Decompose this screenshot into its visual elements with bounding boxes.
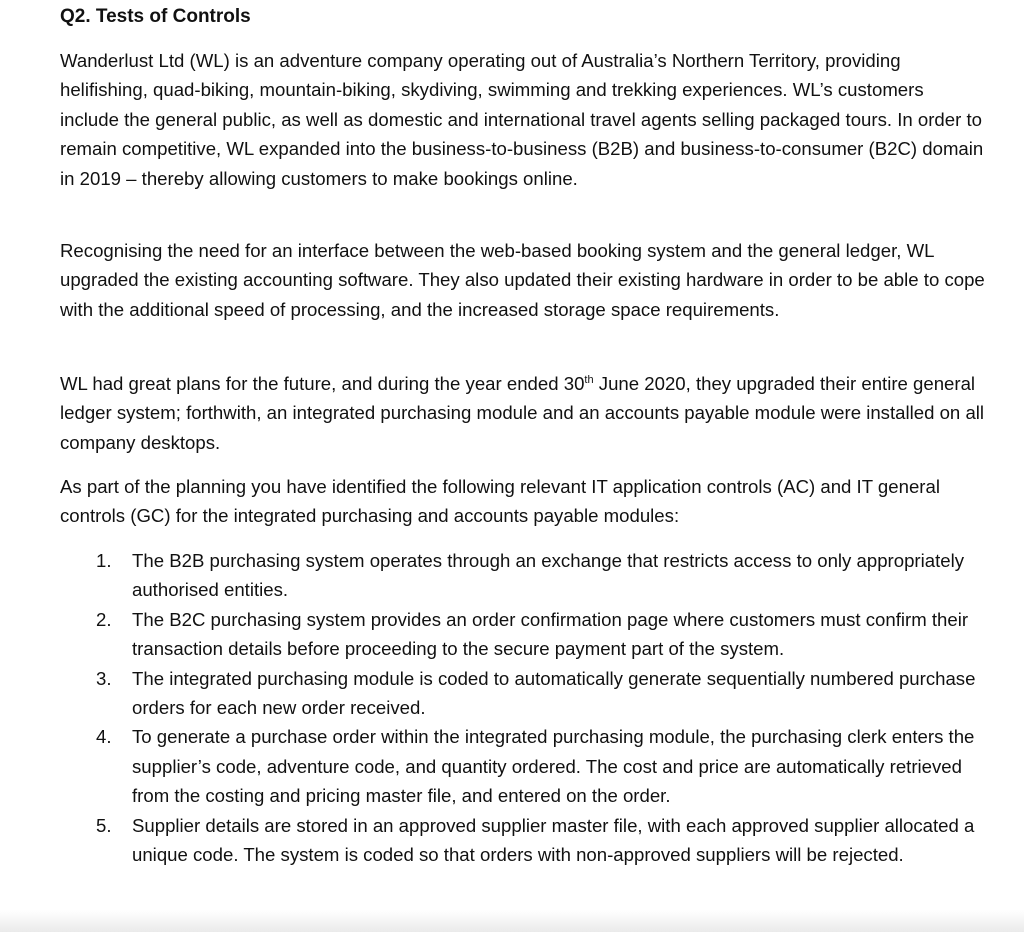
list-item: [60, 546, 985, 605]
paragraph-accounting-upgrade: Recognising the need for an interface between the web-based booking system and the general ledger, WL upgraded the existing accounting software. They also updated their existing hardware in order to be able to cope with the additional speed of processing, and the increased storage space requirements.: [60, 240, 985, 320]
page-bottom-shadow: [0, 910, 1024, 932]
list-item-text: The integrated purchasing module is coded to automatically generate sequentially numbered purchase orders for each new order received.: [132, 667, 976, 719]
list-item-number: 2.: [96, 608, 112, 630]
list-item: [60, 605, 985, 664]
paragraph-company-overview: Wanderlust Ltd (WL) is an adventure company operating out of Australia’s Northern Territory, providing helifishing, quad-biking, mountain-biking, skydiving, swimming and trekking experiences. WL’s customers include the general public, as well as domestic and international travel agents selling packaged tours. In order to remain competitive, WL expanded into the business-to-business (B2B) and business-to-consumer (B2C) domain in 2019 – thereby allowing customers to make bookings online.: [60, 50, 984, 189]
list-item: [60, 811, 985, 870]
list-item-text: Supplier details are stored in an approved supplier master file, with each approved supplier allocated a unique code. The system is coded so that orders with non-approved suppliers will be rejected.: [132, 814, 975, 866]
question-title: Q2. Tests of Controls: [60, 6, 251, 27]
paragraph-text-after-superscript: June 2020, they upgraded their entire general ledger system; forthwith, an integrated purchasing module and an accounts payable module were installed on all company desktops.: [60, 373, 985, 453]
list-item-number: 3.: [96, 667, 112, 689]
list-item-text: The B2C purchasing system provides an order confirmation page where customers must confirm their transaction details before proceeding to the secure payment part of the system.: [132, 608, 969, 660]
list-item-text: The B2B purchasing system operates through an exchange that restricts access to only appropriately authorised entities.: [132, 550, 965, 601]
list-item: [60, 722, 985, 810]
list-item-text: To generate a purchase order within the integrated purchasing module, the purchasing clerk enters the supplier’s code, adventure code, and quantity ordered. The cost and price are automatically retrieved from the costing and pricing master file, and entered on the order.: [132, 726, 975, 807]
paragraph-text-before-superscript: WL had great plans for the future, and during the year ended 30: [60, 373, 585, 394]
list-item-number: 4.: [96, 726, 112, 748]
ordinal-superscript: th: [584, 374, 594, 386]
list-item: [60, 664, 985, 723]
controls-list: [60, 546, 985, 869]
list-item-number: 1.: [96, 550, 112, 571]
paragraph-general-ledger-upgrade: [60, 369, 985, 457]
list-item-number: 5.: [96, 814, 112, 836]
paragraph-planning-intro: As part of the planning you have identified the following relevant IT application controls (AC) and IT general controls (GC) for the integrated purchasing and accounts payable modules:: [60, 476, 940, 527]
